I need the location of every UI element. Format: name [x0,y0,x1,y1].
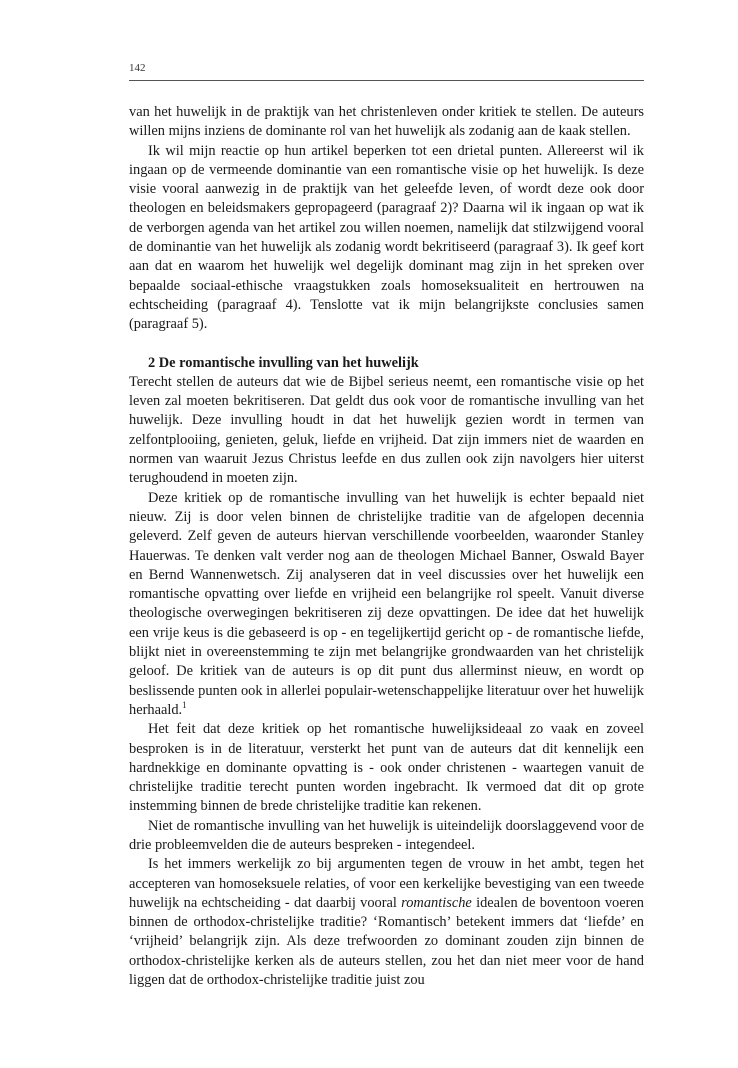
emphasis-romantische: romantische [401,894,472,911]
page-number: 142 [129,62,146,74]
paragraph-section-5-part-b: idealen de boventoon voeren binnen de orthodox-christelijke traditie? ‘Romantisch’ betekent immers dat ‘liefde’ en ‘vrijheid’ belangrijk zijn. Als deze trefwoorden zo dominant zouden zijn binnen de orthodox-christelijke kerken als de auteurs stellen, zou het dan niet meer voor de hand liggen dat de orthodox-christelijke traditie juist zou [129,894,644,989]
header-rule [129,80,644,81]
paragraph-intro-2: Ik wil mijn reactie op hun artikel beperken tot een drietal punten. Allereerst wil ik ingaan op de vermeende dominantie van een romantische visie op het huwelijk. Is deze visie vooral aanwezig in de praktijk van het geleefde leven, of wordt deze ook door theologen en beleidsmakers gepropageerd (paragraaf 2)? Daarna wil ik ingaan op wat ik de verborgen agenda van het artikel zou willen noemen, namelijk dat stilzwijgend vooral de dominantie van het huwelijk als zodanig wordt bekritiseerd (paragraaf 3). Ik geef kort aan dat en waarom het huwelijk wel degelijk dominant mag zijn in het spreken over bepaalde sociaal-ethische vraagstukken zoals homoseksualiteit en hertrouwen na echtscheiding (paragraaf 4). Tenslotte vat ik mijn belangrijkste conclusies samen (paragraaf 5). [129,142,644,333]
paragraph-section-5-part-a: Is het immers werkelijk zo bij argumenten tegen de vrouw in het ambt, tegen het accepteren van homoseksuele relaties, of voor een kerkelijke bevestiging van een tweede huwelijk na echtscheiding - dat daarbij vooral [129,856,644,911]
paragraph-section-1: Terecht stellen de auteurs dat wie de Bijbel serieus neemt, een romantische visie op het leven zal moeten bekritiseren. Dat geldt dus ook voor de romantische invulling van het huwelijk. Deze invulling houdt in dat het huwelijk gezien wordt in termen van zelfontplooiing, genieten, geluk, liefde en vrijheid. Dat zijn immers niet de waarden en normen van waaruit Jezus Christus leefde en dus zullen ook zijn navolgers hier uiterst terughoudend in moeten zijn. [129,373,644,487]
paragraph-section-2 [129,489,644,721]
paragraph-section-4: Niet de romantische invulling van het huwelijk is uiteindelijk doorslaggevend voor de drie probleemvelden die de auteurs bespreken - integendeel. [129,817,644,853]
paragraph-section-2-text: Deze kritiek op de romantische invulling van het huwelijk is echter bepaald niet nieuw. Zij is door velen binnen de christelijke traditie van de afgelopen decennia geleverd. Zelf geven de auteurs hiervan verschillende voorbeelden, waaronder Stanley Hauerwas. Te denken valt verder nog aan de theologen Michael Banner, Oswald Bayer en Bernd Wannenwetsch. Zij analyseren dat in veel discussies over het huwelijk een romantische opvatting over liefde en vrijheid een belangrijke rol speelt. Vanuit diverse theologische overwegingen bekritiseren zij deze opvattingen. De idee dat het huwelijk een vrije keus is die gebaseerd is op - en tegelijkertijd gericht op - de romantische liefde, blijkt niet in overeenstemming te zijn met belangrijke grondwaarden van het christelijk geloof. De kritiek van de auteurs is op dit punt dus allerminst nieuw, en wordt op beslissende punten ook in allerlei populair-wetenschappelijke literatuur over het huwelijk herhaald. [129,489,644,718]
footnote-marker[interactable]: 1 [182,700,187,711]
page-body [129,103,644,990]
paragraph-intro-1: van het huwelijk in de praktijk van het christenleven onder kritiek te stellen. De auteurs willen mijns inziens de dominante rol van het huwelijk als zodanig aan de kaak stellen. [129,104,644,140]
paragraph-section-3: Het feit dat deze kritiek op het romantische huwelijksideaal zo vaak en zoveel besproken is in de literatuur, versterkt het punt van de auteurs dat dit kennelijk een hardnekkige en dominante opvatting is - ook onder christenen - waartegen vanuit de christelijke traditie terecht punten worden ingebracht. Ik vermoed dat dit op grote instemming binnen de brede christelijke traditie kan rekenen. [129,721,644,815]
paragraph-section-5 [129,855,644,990]
section-heading: 2 De romantische invulling van het huwelijk [148,354,419,371]
